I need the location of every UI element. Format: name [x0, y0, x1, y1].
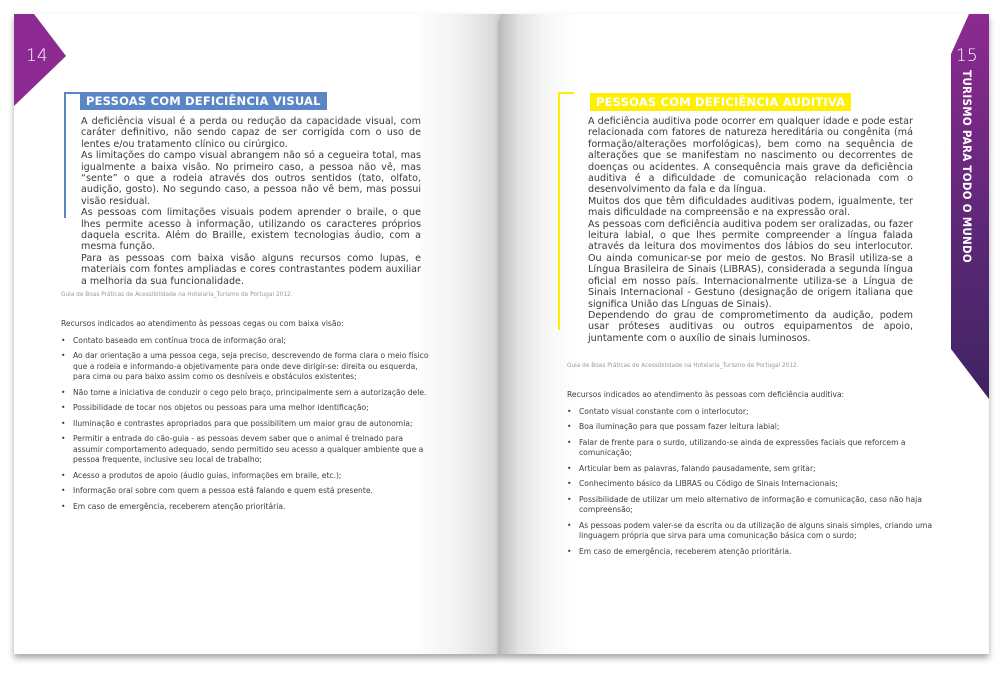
paragraph: Dependendo do grau de comprometimento da audição, podem usar próteses auditivas ou outros equipamentos de apoio, juntamente com o auxílio de sinais luminosos.: [588, 309, 913, 344]
list-item: • Contato visual constante com o interlocutor;: [567, 407, 937, 418]
page-number: 14: [26, 46, 48, 66]
paragraph: As pessoas com deficiência auditiva podem ser oralizadas, ou fazer leitura labial, o que lhes permite compreender a língua falada através da leitura dos movimentos dos lábios do seu interlocutor. Ou ainda comunicar-se por meio de gestos. No Brasil utiliza-se a Língua Brasileira de Sinais (LIBRAS), considerada a segunda língua oficial em nosso país. Internacionalmente utiliza-se a Língua de Sinais Internacional - Gestuno (designação de origem italiana que significa União das Línguas de Sinais).: [588, 218, 913, 310]
recommendations: [61, 319, 431, 517]
list-item: • Conhecimento básico da LIBRAS ou Código de Sinais Internacionais;: [567, 479, 937, 490]
heading-bracket: [64, 92, 80, 218]
section-heading: PESSOAS COM DEFICIÊNCIA VISUAL: [80, 92, 327, 110]
paragraph: A deficiência visual é a perda ou redução da capacidade visual, com caráter definitivo, não sendo capaz de ser corrigida com o uso de lentes e/ou tratamento clínico ou cirúrgico.: [81, 116, 421, 150]
heading-bracket: [558, 92, 574, 330]
list-item: • As pessoas podem valer-se da escrita ou da utilização de alguns sinais simples, criando uma linguagem própria que sirva para uma comunicação básica com o surdo;: [567, 521, 937, 542]
page-number: 15: [956, 46, 978, 66]
list-item: • Ao dar orientação a uma pessoa cega, seja preciso, descrevendo de forma clara o meio físico que a rodeia e informando-a objetivamente para onde deve dirigir-se: direita ou esquerda, para cima ou para baixo assim como os desníveis e obstáculos existentes;: [61, 351, 431, 383]
list-item: • Em caso de emergência, receberem atenção prioritária.: [61, 502, 431, 513]
section-heading: PESSOAS COM DEFICIÊNCIA AUDITIVA: [590, 93, 851, 111]
source-citation: Guia de Boas Práticas de Acessibilidade na Hotelaria_Turismo de Portugal 2012.: [61, 292, 293, 298]
list-item: • Possibilidade de tocar nos objetos ou pessoas para uma melhor identificação;: [61, 403, 431, 414]
list-item: • Não tome a iniciativa de conduzir o cego pelo braço, principalmente sem a autorização dele.: [61, 388, 431, 399]
recommendations: [567, 390, 937, 562]
list-item: • Acesso a produtos de apoio (áudio guias, informações em braile, etc.);: [61, 471, 431, 482]
paragraph: Para as pessoas com baixa visão alguns recursos como lupas, e materiais com fontes ampliadas e cores contrastantes podem auxiliar a melhoria da sua funcionalidade.: [81, 252, 421, 287]
list-item: • Informação oral sobre com quem a pessoa está falando e quem está presente.: [61, 486, 431, 497]
recommendations-intro: Recursos indicados ao atendimento às pessoas com deficiência auditiva:: [567, 390, 845, 399]
paragraph: As pessoas com limitações visuais podem aprender o braile, o que lhes permite acesso à informação, utilizando os caracteres próprios daquela escrita. Além do Braille, existem tecnologias áudio, com a mesma função.: [81, 207, 421, 253]
list-item: • Iluminação e contrastes apropriados para que possibilitem um maior grau de autonomia;: [61, 419, 431, 430]
recommendations-list: [567, 407, 937, 558]
body-text: [588, 116, 913, 344]
list-item: • Contato baseado em contínua troca de informação oral;: [61, 336, 431, 347]
left-page: [14, 14, 500, 654]
paragraph: Muitos dos que têm dificuldades auditivas podem, igualmente, ter mais dificuldade na compreensão e na expressão oral.: [588, 195, 913, 219]
source-citation: Guia de Boas Práticas de Acessibilidade na Hotelaria_Turismo de Portugal 2012.: [567, 363, 799, 369]
body-text: [81, 116, 421, 287]
recommendations-intro: Recursos indicados ao atendimento às pessoas cegas ou com baixa visão:: [61, 319, 344, 328]
list-item: • Permitir a entrada do cão-guia - as pessoas devem saber que o animal é treinado para assumir comportamento adequado, sendo permitido seu acesso a qualquer ambiente que a pessoa frequente, inclusive seu local de trabalho;: [61, 434, 431, 466]
right-page: [500, 14, 989, 654]
list-item: • Boa iluminação para que possam fazer leitura labial;: [567, 422, 937, 433]
list-item: • Possibilidade de utilizar um meio alternativo de informação e comunicação, caso não haja compreensão;: [567, 495, 937, 516]
side-title: TURISMO PARA TODO O MUNDO: [960, 70, 974, 263]
recommendations-list: [61, 336, 431, 513]
list-item: • Articular bem as palavras, falando pausadamente, sem gritar;: [567, 464, 937, 475]
list-item: • Em caso de emergência, receberem atenção prioritária.: [567, 547, 937, 558]
paragraph: A deficiência auditiva pode ocorrer em qualquer idade e pode estar relacionada com fatores de natureza hereditária ou congênita (má formação/alterações morfológicas), bem como na sequência de alterações que se manifestam no nascimento ou decorrentes de doenças ou acidentes. A consequência mais grave da deficiência auditiva é a dificuldade de comunicação relacionada com o desenvolvimento da fala e da língua.: [588, 116, 913, 196]
list-item: • Falar de frente para o surdo, utilizando-se ainda de expressões faciais que reforcem a comunicação;: [567, 438, 937, 459]
paragraph: As limitações do campo visual abrangem não só a cegueira total, mas igualmente a baixa visão. No primeiro caso, a pessoa não vê, mas “sente” o que a rodeia através dos outros sentidos (tato, olfato, audição, gosto). No segundo caso, a pessoa não vê bem, mas possui visão residual.: [81, 150, 421, 207]
